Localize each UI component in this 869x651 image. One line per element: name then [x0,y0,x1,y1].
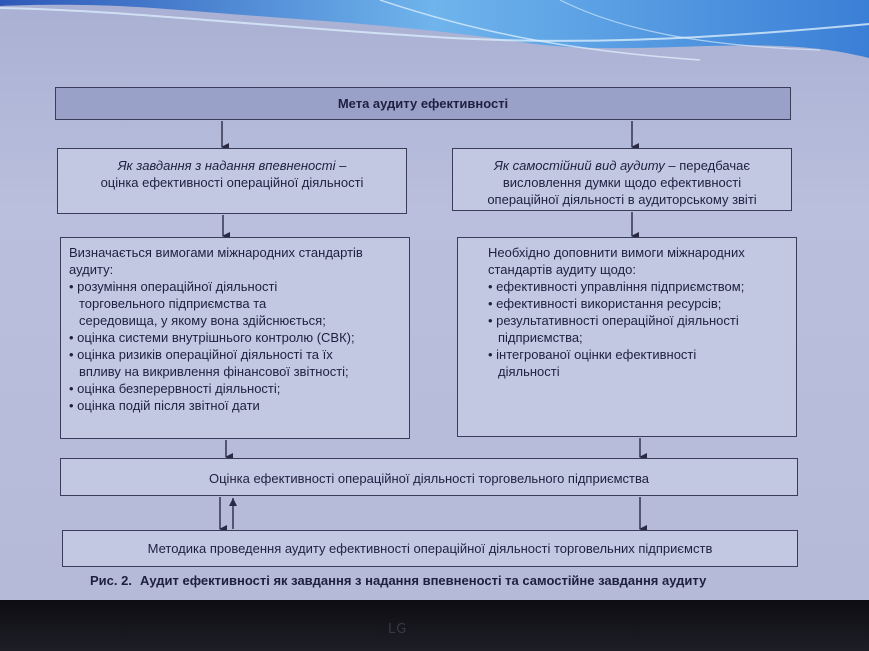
figure-caption-text: Аудит ефективності як завдання з надання впевненості та самостійне завдання аудиту [139,573,707,588]
standalone-emphasis: Як самостійний вид аудиту [494,158,665,173]
required-line: впливу на викривлення фінансової звітності; [79,364,349,379]
standalone-audit-box [452,148,792,211]
required-line: аудиту: [69,262,114,277]
evaluation-box [60,458,798,496]
goal-text: Мета аудиту ефективності [337,96,509,111]
standalone-line-2: висловлення думки щодо ефективності [502,175,742,190]
monitor-brand-logo: LG [388,622,408,637]
goal-box [55,87,791,120]
supplement-line: Необхідно доповнити вимоги міжнародних [488,245,745,260]
supplement-line: стандартів аудиту щодо: [488,262,636,277]
required-bullet: • оцінка безперервності діяльності; [69,381,281,396]
supplement-bullet: • результативності операційної діяльності [488,313,739,328]
figure-caption [90,573,790,588]
assurance-text: оцінка ефективності операційної діяльності [100,175,364,190]
supplement-bullet: • інтегрованої оцінки ефективності [488,347,697,362]
supplement-line: підприємства; [498,330,583,345]
assurance-task-box [57,148,407,214]
methodology-box [62,530,798,567]
required-line: торговельного підприємства та [79,296,267,311]
required-bullet: • оцінка ризиків операційної діяльності та їх [69,347,333,362]
supplement-bullet: • ефективності використання ресурсів; [488,296,722,311]
figure-number: Рис. 2. [90,573,132,588]
required-bullet: • оцінка системи внутрішнього контролю (СВК); [69,330,355,345]
required-bullet: • розуміння операційної діяльності [69,279,278,294]
evaluation-text: Оцінка ефективності операційної діяльності торговельного підприємства [209,471,649,486]
standalone-line-3: операційної діяльності в аудиторському звіті [487,192,757,207]
required-line: Визначається вимогами міжнародних стандартів [69,245,363,260]
required-bullet: • оцінка подій після звітної дати [69,398,260,413]
supplement-requirements-box [457,237,797,437]
supplement-bullet: • ефективності управління підприємством; [488,279,745,294]
methodology-text: Методика проведення аудиту ефективності операційної діяльності торговельних підприємств [147,541,713,556]
assurance-emphasis: Як завдання з надання впевненості – [117,158,347,173]
supplement-line: діяльності [498,364,560,379]
international-standards-box [60,237,410,439]
monitor-bezel [0,600,869,651]
required-line: середовища, у якому вона здійснюється; [79,313,326,328]
standalone-inline-text: – передбачає [664,158,750,173]
